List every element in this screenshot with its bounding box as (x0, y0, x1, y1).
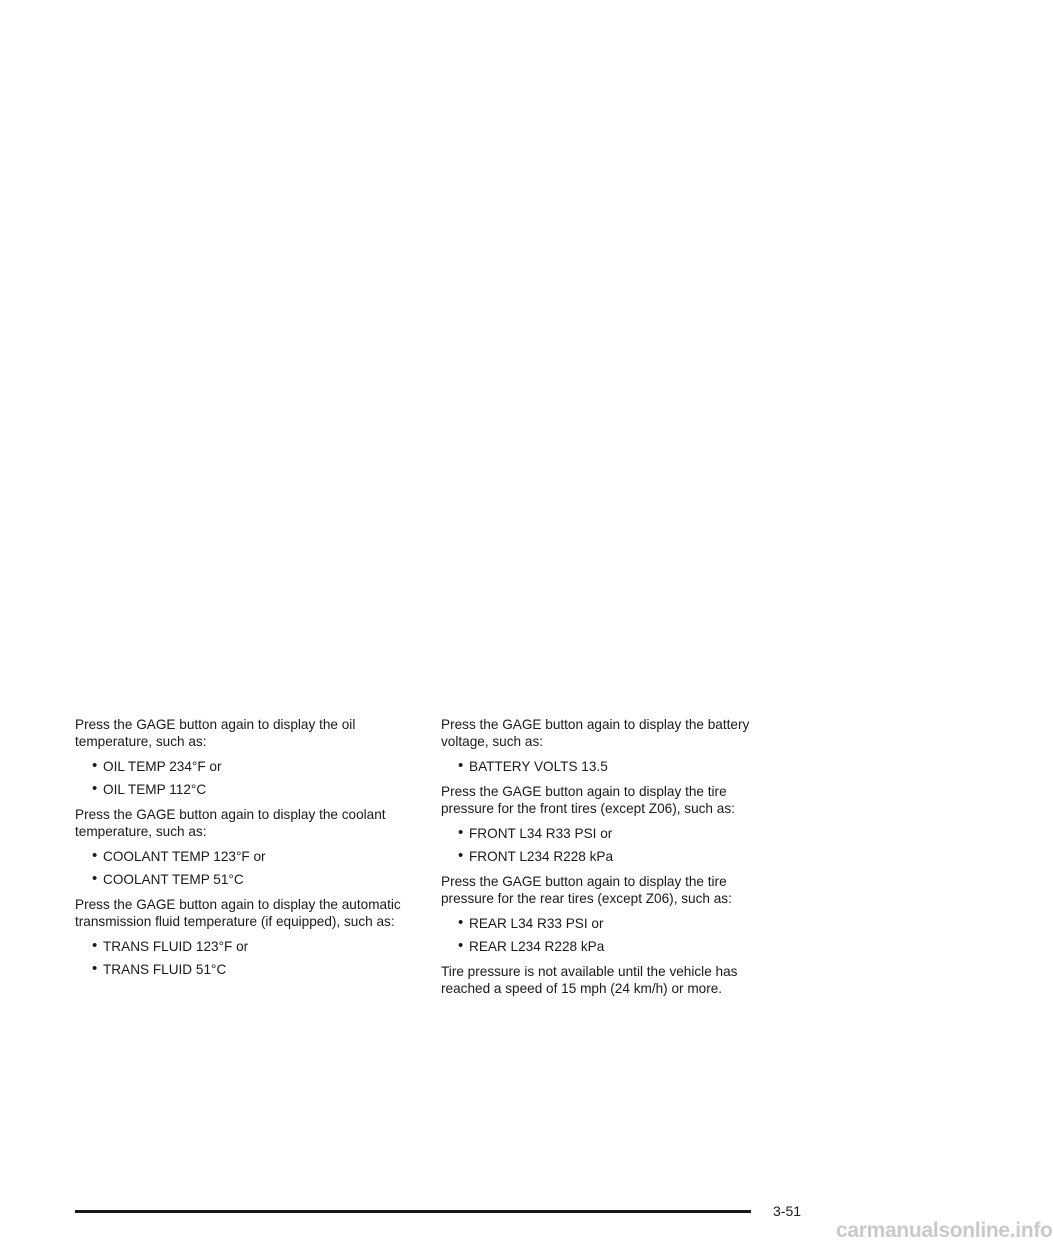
bullet-icon: • (92, 847, 98, 864)
list-item (75, 938, 415, 955)
watermark: carmanualsonline.info (836, 1219, 1053, 1242)
bullet-list-trans-fluid (75, 938, 415, 978)
paragraph-oil-temp: Press the GAGE button again to display the oil temperature, such as: (75, 717, 356, 749)
bullet-icon: • (458, 914, 464, 931)
bullet-icon: • (92, 757, 98, 774)
bullet-list-oil-temp (75, 758, 415, 798)
list-item (75, 871, 415, 888)
list-item (75, 961, 415, 978)
list-item-text: FRONT L234 R228 kPa (469, 849, 614, 864)
bullet-icon: • (92, 937, 98, 954)
list-item (441, 758, 781, 775)
list-item (441, 825, 781, 842)
list-item-text: OIL TEMP 112°C (103, 782, 207, 797)
list-item-text: OIL TEMP 234°F or (103, 759, 222, 774)
list-item (75, 758, 415, 775)
bullet-list-rear-tire-pressure (441, 915, 781, 955)
list-item (75, 781, 415, 798)
bullet-list-coolant-temp (75, 848, 415, 888)
list-item-text: COOLANT TEMP 51°C (103, 872, 244, 887)
bullet-list-battery-volts (441, 758, 781, 775)
paragraph-coolant-temp: Press the GAGE button again to display the coolant temperature, such as: (75, 807, 386, 839)
paragraph-tire-pressure-note: Tire pressure is not available until the vehicle has reached a speed of 15 mph (24 km/h) or more. (441, 964, 738, 996)
paragraph-front-tire-pressure: Press the GAGE button again to display the tire pressure for the front tires (except Z06), such as: (441, 784, 735, 816)
bullet-list-front-tire-pressure (441, 825, 781, 865)
page-number: 3-51 (773, 1203, 802, 1219)
bullet-icon: • (92, 780, 98, 797)
list-item (441, 848, 781, 865)
bullet-icon: • (458, 757, 464, 774)
paragraph-rear-tire-pressure: Press the GAGE button again to display the tire pressure for the rear tires (except Z06), such as: (441, 874, 732, 906)
list-item-text: TRANS FLUID 123°F or (103, 939, 249, 954)
left-column (75, 716, 415, 986)
bullet-icon: • (458, 937, 464, 954)
list-item-text: FRONT L34 R33 PSI or (469, 826, 613, 841)
list-item (75, 848, 415, 865)
list-item-text: BATTERY VOLTS 13.5 (469, 759, 608, 774)
list-item-text: REAR L234 R228 kPa (469, 939, 605, 954)
paragraph-trans-fluid: Press the GAGE button again to display the automatic transmission fluid temperature (if equipped), such as: (75, 897, 401, 929)
right-column (441, 716, 781, 1005)
list-item-text: REAR L34 R33 PSI or (469, 916, 604, 931)
list-item-text: TRANS FLUID 51°C (103, 962, 227, 977)
list-item-text: COOLANT TEMP 123°F or (103, 849, 266, 864)
paragraph-battery-volts: Press the GAGE button again to display the battery voltage, such as: (441, 717, 750, 749)
bullet-icon: • (458, 824, 464, 841)
list-item (441, 938, 781, 955)
footer-rule (75, 1210, 751, 1213)
bullet-icon: • (92, 960, 98, 977)
bullet-icon: • (92, 870, 98, 887)
list-item (441, 915, 781, 932)
bullet-icon: • (458, 847, 464, 864)
